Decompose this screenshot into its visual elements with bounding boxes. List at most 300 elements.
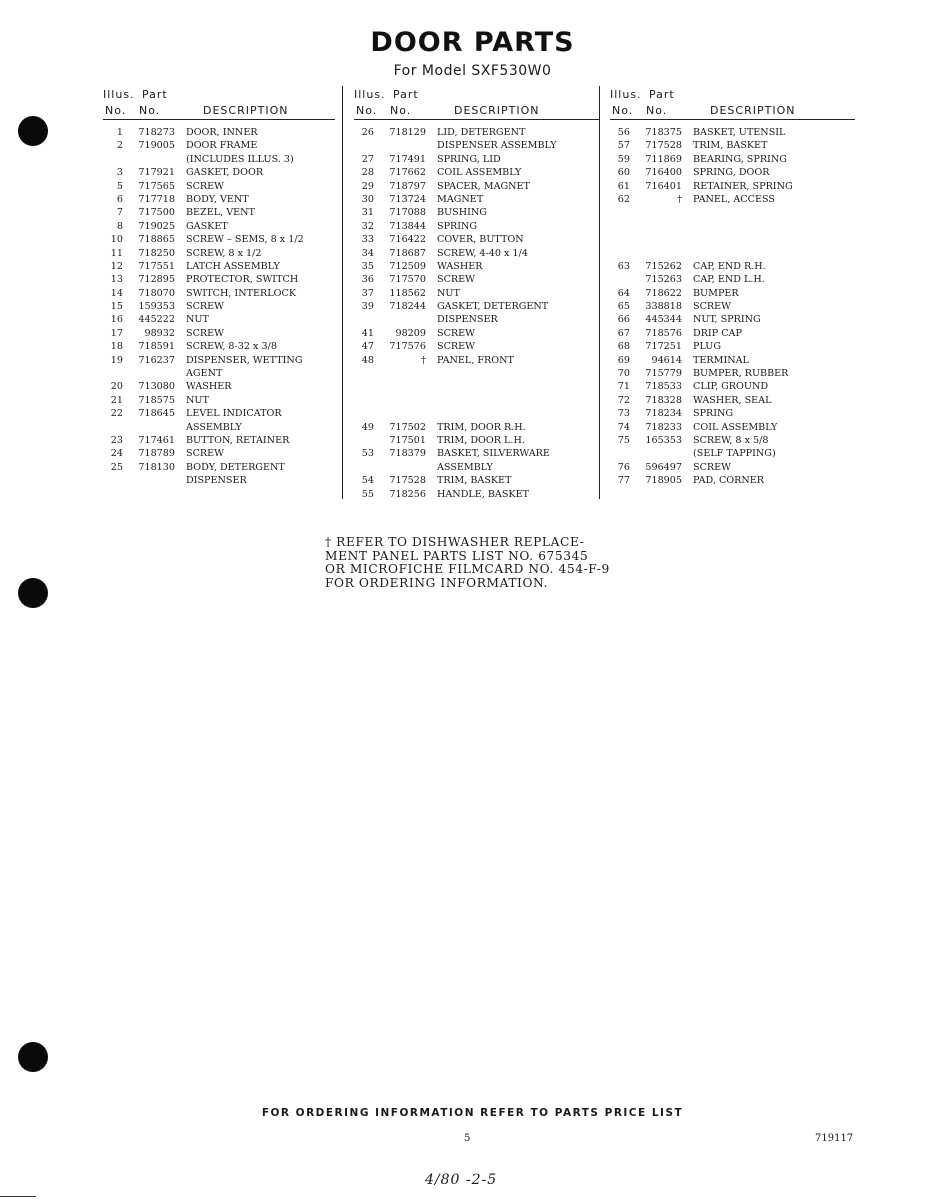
part-number: 717576 [389,341,426,353]
binder-hole [18,1042,48,1072]
footnote-line: † REFER TO DISHWASHER REPLACE- [325,535,585,549]
parts-list [610,126,855,488]
illus-number: 71 [617,381,630,393]
header-rule [610,119,855,120]
table-row [610,166,855,179]
part-description: CLIP, GROUND [693,381,769,393]
corner-mark [0,1196,36,1197]
table-row [103,434,335,447]
illus-number: 27 [361,153,374,165]
part-description: ASSEMBLY [186,421,242,433]
table-row [354,180,599,193]
part-description: COVER, BUTTON [437,234,524,246]
illus-number: 32 [361,220,374,232]
part-description: SWITCH, INTERLOCK [186,287,296,299]
header-rule [103,119,335,120]
part-number: 717662 [389,167,426,179]
part-description: DISPENSER, WETTING [186,354,303,366]
part-description: SPRING, LID [437,153,501,165]
table-row [610,367,855,380]
part-number: 718622 [645,287,682,299]
table-row [354,421,599,434]
part-description: NUT, SPRING [693,314,761,326]
part-header: Part [142,88,168,101]
illus-number: 22 [110,408,123,420]
table-row [103,260,335,273]
illus-number: 1 [116,127,123,138]
table-row [103,153,335,166]
part-description: GASKET [186,220,228,232]
part-description: CAP, END R.H. [693,260,766,272]
table-row [354,313,599,326]
table-row [103,313,335,326]
part-number: 717088 [389,207,426,219]
parts-column-3 [610,84,855,488]
part-number: 98209 [395,327,426,339]
footnote-line: OR MICROFICHE FILMCARD NO. 454-F-9 [325,562,610,576]
part-description: BUTTON, RETAINER [186,434,290,446]
illus-number: 24 [110,448,123,460]
part-number: 718905 [645,475,682,487]
illus-number: 33 [361,234,374,246]
table-row [354,126,599,139]
part-description: TRIM, BASKET [693,140,768,152]
part-description: AGENT [186,368,223,380]
table-row [354,193,599,206]
illus-number: 28 [361,167,374,179]
illus-number: 26 [361,127,374,138]
illus-no-header: No. [105,104,127,117]
part-description: DOOR, INNER [186,127,258,138]
parts-list [103,126,335,488]
part-description: SCREW [437,274,476,286]
part-number: 716400 [645,167,682,179]
table-row [103,421,335,434]
part-description: PANEL, ACCESS [693,193,775,205]
part-number: 718129 [389,127,426,138]
illus-number: 23 [110,434,123,446]
footnote-line: FOR ORDERING INFORMATION. [325,575,549,590]
part-number: 718250 [138,247,175,259]
part-number: 711869 [645,153,682,165]
table-row [610,260,855,273]
table-row [610,126,855,139]
illus-number: 29 [361,180,374,192]
document-number: 719117 [815,1133,854,1144]
illus-number: 17 [110,327,123,339]
illus-number: 31 [361,207,374,219]
illus-number: 48 [361,354,374,366]
part-description: MAGNET [437,193,484,205]
illus-number: 34 [361,247,374,259]
illus-number: 65 [617,301,630,313]
part-number: 713724 [389,193,426,205]
table-row [103,407,335,420]
part-description: BASKET, UTENSIL [693,127,786,138]
part-number: 718256 [389,488,426,500]
table-row [354,260,599,273]
part-description: TERMINAL [693,354,749,366]
part-description: DISPENSER [437,314,498,326]
part-number: 719025 [138,220,175,232]
part-description: SCREW [437,327,476,339]
illus-number: 53 [361,448,374,460]
part-no-header: No. [139,104,161,117]
illus-number: 25 [110,461,123,473]
illus-number: 54 [361,475,374,487]
illus-number: 15 [110,301,123,313]
part-number: 718379 [389,448,426,460]
illus-number: 19 [110,354,123,366]
illus-number: 74 [617,421,630,433]
illus-number: 20 [110,381,123,393]
parts-column-1 [103,84,335,488]
illus-number: 6 [116,193,123,205]
table-row [103,193,335,206]
table-row [610,421,855,434]
illus-number: 67 [617,327,630,339]
part-number: 717491 [389,153,426,165]
part-description: CAP, END L.H. [693,274,765,286]
part-description: SCREW, 8-32 x 3/8 [186,341,277,353]
table-row [103,233,335,246]
illus-number: 35 [361,260,374,272]
illus-number: 16 [110,314,123,326]
part-description: TRIM, BASKET [437,475,512,487]
part-description: TRIM, DOOR R.H. [437,421,526,433]
table-row [354,139,599,152]
part-number: 717501 [389,434,426,446]
table-row [103,206,335,219]
part-number: † [677,193,682,205]
part-description: WASHER, SEAL [693,394,772,406]
part-description: BASKET, SILVERWARE [437,448,550,460]
table-row [103,166,335,179]
part-description: WASHER [437,260,483,272]
parts-list [354,126,599,501]
illus-number: 62 [617,193,630,205]
illus-number: 8 [116,220,123,232]
illus-number: 21 [110,394,123,406]
part-description: PLUG [693,341,722,353]
page-number: 5 [464,1133,471,1144]
part-description: SCREW [693,301,732,313]
illus-number: 64 [617,287,630,299]
illus-number: 72 [617,394,630,406]
part-number: 715779 [645,368,682,380]
part-description: (INCLUDES ILLUS. 3) [186,153,294,165]
illus-number: 66 [617,314,630,326]
part-description: GASKET, DOOR [186,167,264,179]
table-row [354,220,599,233]
part-number: 717500 [138,207,175,219]
table-row [610,407,855,420]
illus-number: 55 [361,488,374,500]
table-row [103,126,335,139]
illus-no-header: No. [612,104,634,117]
table-row [103,247,335,260]
part-number: 716237 [138,354,175,366]
table-row [354,166,599,179]
table-row [103,380,335,393]
part-description: BEZEL, VENT [186,207,255,219]
illus-number: 77 [617,475,630,487]
part-number: 713844 [389,220,426,232]
table-row [610,434,855,447]
illus-number: 12 [110,260,123,272]
part-description: SCREW [186,301,225,313]
part-number: † [421,354,426,366]
illus-number: 41 [361,327,374,339]
table-row [103,447,335,460]
part-number: 718328 [645,394,682,406]
table-row [610,394,855,407]
table-row [610,447,855,460]
column-header [610,84,855,120]
part-description: DOOR FRAME [186,140,258,152]
part-number: 717502 [389,421,426,433]
illus-number: 68 [617,341,630,353]
description-header: DESCRIPTION [710,104,796,117]
part-number: 718070 [138,287,175,299]
illus-number: 63 [617,260,630,272]
illus-number: 18 [110,341,123,353]
part-number: 712895 [138,274,175,286]
part-description: NUT [437,287,460,299]
part-number: 159353 [138,301,175,313]
page-title: DOOR PARTS [370,27,575,58]
part-number: 338818 [645,301,682,313]
part-description: SCREW [186,180,225,192]
part-number: 718645 [138,408,175,420]
part-number: 717528 [645,140,682,152]
part-number: 715262 [645,260,682,272]
part-number: 718789 [138,448,175,460]
table-row [103,461,335,474]
part-number: 719005 [138,140,175,152]
part-description: SCREW [437,341,476,353]
illus-number: 13 [110,274,123,286]
part-description: DISPENSER ASSEMBLY [437,140,557,152]
table-row [610,206,855,219]
part-description: SCREW [693,461,732,473]
part-header: Part [649,88,675,101]
part-description: ASSEMBLY [437,461,493,473]
part-description: BUMPER [693,287,739,299]
part-description: SPRING, DOOR [693,167,770,179]
illus-header: Illus. [103,88,135,101]
table-row [610,287,855,300]
part-description: SPRING [437,220,478,232]
illus-header: Illus. [354,88,386,101]
table-row [103,474,335,487]
table-row [103,180,335,193]
illus-number: 56 [617,127,630,138]
illus-no-header: No. [356,104,378,117]
part-number: 718687 [389,247,426,259]
part-header: Part [393,88,419,101]
illus-number: 14 [110,287,123,299]
table-row [610,327,855,340]
table-row [610,380,855,393]
footnote-line: MENT PANEL PARTS LIST NO. 675345 [325,548,589,563]
replacement-panel-footnote [325,536,625,590]
illus-number: 60 [617,167,630,179]
part-number: 445344 [645,314,682,326]
part-description: NUT [186,394,209,406]
illus-number: 39 [361,301,374,313]
table-row [103,367,335,380]
table-row [610,247,855,260]
part-description: COIL ASSEMBLY [693,421,778,433]
part-number: 165353 [645,434,682,446]
table-row [103,139,335,152]
table-row [610,153,855,166]
column-divider [342,86,343,499]
table-row [354,354,599,367]
part-number: 717461 [138,434,175,446]
illus-number: 37 [361,287,374,299]
part-number: 445222 [138,314,175,326]
table-row [610,354,855,367]
part-description: BODY, DETERGENT [186,461,285,473]
part-number: 718576 [645,327,682,339]
part-number: 713080 [138,381,175,393]
table-row [354,300,599,313]
table-row [354,367,599,380]
part-description: SPACER, MAGNET [437,180,530,192]
part-description: NUT [186,314,209,326]
table-row [610,461,855,474]
part-description: LATCH ASSEMBLY [186,260,280,272]
table-row [354,233,599,246]
table-row [610,313,855,326]
table-row [354,394,599,407]
part-number: 718533 [645,381,682,393]
part-description: HANDLE, BASKET [437,488,529,500]
part-number: 718591 [138,341,175,353]
table-row [610,340,855,353]
table-row [610,474,855,487]
illus-number: 57 [617,140,630,152]
table-row [354,380,599,393]
illus-number: 3 [116,167,123,179]
table-row [103,394,335,407]
part-description: COIL ASSEMBLY [437,167,522,179]
table-row [103,273,335,286]
table-row [610,273,855,286]
part-number: 718244 [389,301,426,313]
description-header: DESCRIPTION [203,104,289,117]
illus-number: 70 [617,368,630,380]
column-header [103,84,335,120]
part-number: 718375 [645,127,682,138]
part-description: GASKET, DETERGENT [437,301,549,313]
illus-number: 49 [361,421,374,433]
table-row [610,139,855,152]
part-number: 717718 [138,193,175,205]
part-number: 718234 [645,408,682,420]
illus-number: 73 [617,408,630,420]
table-row [103,340,335,353]
column-divider [599,86,600,499]
part-description: SPRING [693,408,734,420]
part-number: 717570 [389,274,426,286]
illus-number: 76 [617,461,630,473]
part-number: 715263 [645,274,682,286]
part-number: 718273 [138,127,175,138]
part-number: 716422 [389,234,426,246]
illus-number: 36 [361,274,374,286]
part-description: WASHER [186,381,232,393]
part-description: BEARING, SPRING [693,153,787,165]
part-number: 118562 [389,287,426,299]
table-row [354,247,599,260]
part-number: 718575 [138,394,175,406]
part-description: SCREW, 8 x 5/8 [693,434,769,446]
model-subtitle: For Model SXF530W0 [393,63,552,79]
part-description: RETAINER, SPRING [693,180,793,192]
part-description: SCREW [186,448,225,460]
table-row [354,474,599,487]
part-description: PAD, CORNER [693,475,765,487]
parts-column-2 [354,84,599,501]
description-header: DESCRIPTION [454,104,540,117]
column-header [354,84,599,120]
binder-hole [18,578,48,608]
illus-number: 7 [116,207,123,219]
table-row [103,220,335,233]
table-row [354,153,599,166]
illus-header: Illus. [610,88,642,101]
illus-number: 75 [617,434,630,446]
table-row [103,300,335,313]
table-row [354,287,599,300]
part-number: 718233 [645,421,682,433]
part-number: 717528 [389,475,426,487]
part-number: 717551 [138,260,175,272]
table-row [354,273,599,286]
table-row [103,354,335,367]
part-description: SCREW, 8 x 1/2 [186,247,262,259]
part-number: 718865 [138,234,175,246]
illus-number: 69 [617,354,630,366]
part-no-header: No. [390,104,412,117]
part-description: DISPENSER [186,475,247,487]
part-description: BUSHING [437,207,487,219]
header-rule [354,119,599,120]
part-description: (SELF TAPPING) [693,448,776,460]
part-description: SCREW, 4-40 x 1/4 [437,247,528,259]
table-row [610,220,855,233]
table-row [610,233,855,246]
part-description: SCREW [186,327,225,339]
part-number: 596497 [645,461,682,473]
part-number: 718797 [389,180,426,192]
table-row [354,327,599,340]
illus-number: 11 [110,247,123,259]
handwritten-note: 4/80 -2-5 [425,1172,498,1188]
illus-number: 5 [116,180,123,192]
part-number: 712509 [389,260,426,272]
table-row [103,327,335,340]
illus-number: 2 [116,140,123,152]
illus-number: 30 [361,193,374,205]
table-row [610,193,855,206]
table-row [354,206,599,219]
table-row [354,488,599,501]
part-no-header: No. [646,104,668,117]
